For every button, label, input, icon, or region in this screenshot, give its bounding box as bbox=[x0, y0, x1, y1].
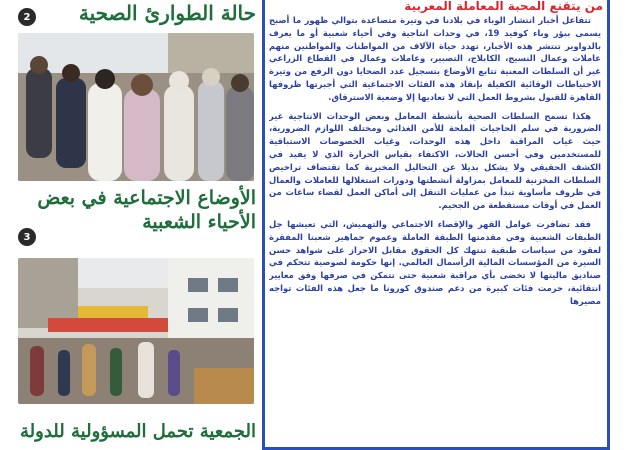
page-margin bbox=[612, 0, 626, 450]
section-number-badge: 3 bbox=[18, 228, 36, 246]
article-paragraph: تتفاعل أخبار انتشار الوباء في بلادنا في وتيرة متصاعدة بتوالي ظهور ما أصبح يسمى ببؤر وباء كوفيد 19، في وحدات انتاجية وفي أحياء شعبية أو ما يعرف بالدواوير تنتشر هذه الأخبار، تهدد حياة الآلاف من المواطنات والمواطنين منهم عاملات وعمال النسيج، الكابلاج، التصبير، وعاملات وعمال في القطاع الزراعي غير أن السلطات المعنية تتابع الأوضاع بتسجيل عدد الضحايا دون الرفع من وتيرة الاحتياطات الوقائية الكفيلة بإنقاذ هذه الفئات الاجتماعية التي أجبرتها ظروفها القاهرة للقبول بشروط العمل التي لا تعاديها إلا وضعية الاسترقاق. bbox=[269, 15, 601, 102]
article-body bbox=[269, 14, 601, 447]
article-headline: من يتقنع المحبة المعاملة المعربية bbox=[404, 0, 603, 13]
left-column bbox=[18, 0, 256, 450]
article-box bbox=[262, 0, 610, 450]
section-title-social-conditions: الأوضاع الاجتماعية في بعض الأحياء الشعبية bbox=[37, 187, 256, 233]
photo-market-street bbox=[18, 258, 254, 404]
section-number-badge: 2 bbox=[18, 8, 36, 26]
article-paragraph: فقد تضافرت عوامل القهر والإقصاء الاجتماعي والتهميش، التي تعيشها جل الطبقات الشعبية وفي مقدمتها الطبقة العاملة وعموم جماهير شعبنا المفقرة لعقود من سياسات طبقية تنتهك كل الحقوق مقابل الاحراز على شواهد حسن السيرة من المؤسسات المالية الرأسمال العالمي. إنها حكومة لصوصية تتحكم في صناديق ماليتها لا تخضى بأي مراقبة شعبية حتى تتمكن في صرفها وفق معايير انتقائية، حرمت فئات كبيرة من دعم صندوق كورونا ما جعل هذه الفئات تواجه مصيرها bbox=[269, 218, 601, 306]
section-title-association: الجمعية تحمل المسؤولية للدولة bbox=[20, 421, 256, 442]
photo-crowd-street bbox=[18, 33, 254, 181]
article-paragraph: هكذا تسمح السلطات الصحية بأنشطة المعامل وبعض الوحدات الانتاجية غير الضرورية في سلم الحاجيات الملحة للأمن الغذائي ومختلف اللوازم الضرورية، حيث غياب المراقبة داخل هذه الوحدات، وغياب الخصوصات الاستباقية للمستخدمين وفي أحسن الحالات، الاكتفاء بقياس الحرارة الذي لا يفيد في الكشف الحقيقي ولا يشكل بديلا عن التحاليل المخبرية كما تقتضاف تراخيص السلطات المخزنية للمعامل بمزاولة أنشطتها ودورات استغلالها للعاملات والعمال في ظروف مأساوية تبدأ من عمليات التنقل إلى أماكن العمل لقضاء ساعات من العمل في أوقات مستقطعة من الجحيم. bbox=[269, 110, 601, 211]
section-title-emergency: حالة الطوارئ الصحية bbox=[78, 1, 256, 25]
